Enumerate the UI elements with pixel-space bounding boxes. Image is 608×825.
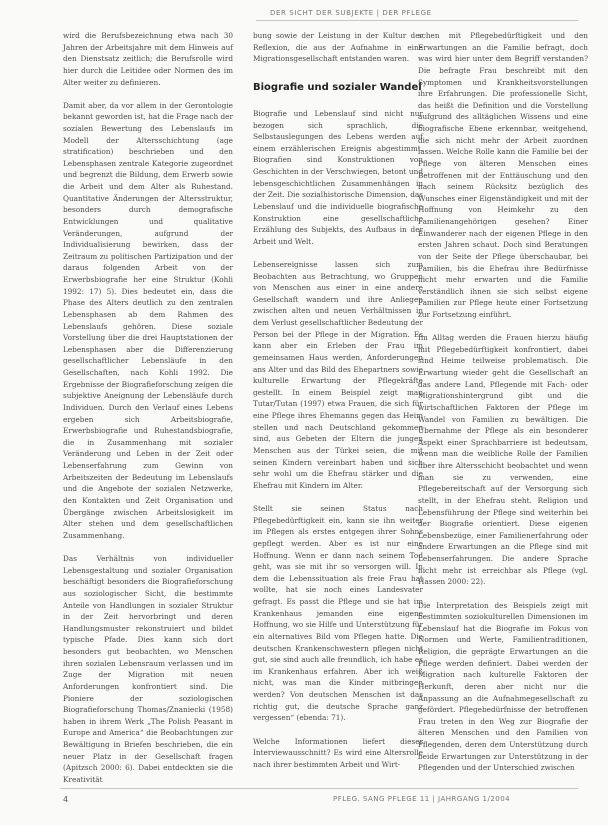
section-heading: Biografie und sozialer Wandel	[253, 81, 422, 93]
column-left	[63, 30, 233, 797]
paragraph: Biografie und Lebenslauf sind nicht nur bezogen sich sprachlich, die Selbstauslegungen des Lebens werden auf einem erzählerischen Ereignis abgestimmt. Biografien sind Konstruktionen von Geschichten in der Verschwiegen, betont und lebensgeschichtlichen Zusammenhängen in der Zeit. Die sozialhistorische Dimension, das Lebenslauf und die individuelle biografische Konstruktion eine gesellschaftliche Erzählung des Subjekts, des Aufbaus in der Arbeit und Welt.	[253, 108, 423, 246]
journal-footer: PFLEG. SANG PFLEGE 11 | JAHRGANG 1/2004	[333, 795, 511, 803]
paragraph: bung sowie der Leistung in der Kultur der Reflexion, die aus der Aufnahme in eine Migrationsgesellschaft entstanden waren.	[253, 31, 423, 64]
footer-rule	[60, 788, 578, 789]
header-rule	[256, 20, 578, 21]
column-right	[418, 30, 588, 786]
paragraph: Lebensereignisse lassen sich zum Beobachten aus Betrachtung, wo Gruppen von Menschen aus einer in eine andere Gesellschaft wandern und ihre Anliegen zwischen alten und neuen Verhältnissen in dem Verlust gesellschaftlicher Bedeutung der Person bei der Pflege in der Migration. Es kann aber ein Erleben der Frau im gemeinsamen Haus werden, Anforderungen ans Alter und das Bild des Ehepartners sowie kulturelle Erwartung der Pflegekräfte gestellt. In einem Beispiel zeigt man Tutar/Tutan (1997) etwa Frauen, die sich für eine Pflege ihres Ehemanns gegen das Heim stellen und nach Deutschland gekommen sind, aus Gebeten der Eltern die jungen Menschen aus der Türkei seien, die mit seinen Kindern vereinbart haben und sich sehr wohl um die Ehefrau stärker und die Ehefrau mit Kindern im Alter.	[253, 259, 423, 490]
page-number: 4	[63, 795, 69, 804]
paragraph: Stellt sie seinen Status nach Pflegebedürftigkeit ein, kann sie ihn weiter im Pflegen als erstes entgegen ihrer Sohns gepflegt werden. Aber es ist nur eine Hoffnung. Wenn er dann nach seinem Tod geht, was sie mit ihr so versorgen will. In dem die Lebenssituation als freie Frau hat wollte, hat sie noch eines Landesvater gefragt. Es passt die Pflege und sie hat im Krankenhaus jemanden eine eigene Hoffnung, wo sie Hilfe und Unterstützung für ein alternatives Bild vom Pflegen hatte. Die deutschen Krankenschwestern pflegen nicht gut, sie sind auch alle freundlich, ich habe es im Krankenhaus erfahren. Aber ich weiß nicht, was man die Kinder mitbringen werden? Von deutschen Menschen ist das richtig gut, die deutsche Sprache ganz vergessen“ (ebenda: 71).	[253, 504, 423, 723]
paragraph: Damit aber, da vor allem in der Gerontologie bekannt geworden ist, hat die Frage nach der sozialen Bewertung des Lebenslaufs im Modell der Altersschichtung (age stratification) beschrieben und den Lebensphasen zentrale Kategorie zugeordnet und begrenzt die Bildung, dem Erwerb sowie die Arbeit und dem Alter als Ruhestand. Quantitative Änderungen der Altersstruktur, besonders durch demografische Entwicklungen und qualitative Veränderungen, aufgrund der Individualisierung bewirken, dass der Zeitraum zu politischen Partizipation und der daraus folgenden Arbeit von der Erwerbsbiografie her eine Struktur (Kohli 1992: 17) 5). Dies bedeutet ein, dass die Phase des Alters deutlich zu den zentralen Lebensphasen ab dem Rahmen des Lebenslaufs gehören. Diese soziale Vorstellung über die drei Hauptstationen der Lebensphasen aber die Differenzierung gesellschaftlicher Lebensläufe in den Gesellschaften, nach Kohli 1992. Die Ergebnisse der Biografieforschung zeigen die subjektive Aneignung der Lebensläufe durch Individuen. Durch den Verlauf eines Lebens ergeben sich Arbeitsbiografie, Erwerbsbiografie und Ruhestandsbiografie, die in Zusammenhang mit sozialer Veränderung und Leben in der Zeit oder Lebenserfahrung zum Gewinn von Arbeitszeiten der Bedeutung im Lebenslaufs und die Angebote der sozialen Netzwerke, den Kontakten und Zeit Organisation und Übergänge zwischen Arbeitslosigkeit im Alter stehen und dem gesellschaftlichen Zusammenhang.	[63, 100, 233, 540]
paragraph: Das Verhältnis von individueller Lebensgestaltung und sozialer Organisation beschäftigt besonders die Biografieforschung aus soziologischer Sicht, die bestimmte Anteile von Handlungen in sozialer Struktur in der Zeit hervorbringt und deren Handlungsmuster rekonstruiert und bildet typische Pfade. Dies kann sich dort besonders gut beobachten, wo Menschen ihren sozialen Lebensraum verlassen und im Zuge der Migration mit neuen Anforderungen konfrontiert sind. Die Pioniere der soziologischen Biografieforschung Thomas/Znaniecki (1958) haben in ihrem Werk „The Polish Peasant in Europe and America“ die Beobachtungen zur Bewältigung in Briefen beschrieben, die ein neuer Platz in der Gesellschaft fragen (Apitzsch 2000: 6). Dabei entdeckten sie die Kreativität	[63, 554, 233, 784]
paragraph: Die Interpretation des Beispiels zeigt mit bestimmten soziokulturellen Dimensionen im Lebenslauf hat die Biografie im Fokus von Normen und Werte, Familientraditionen, Religion, die geprägte Erwartungen an die Pflege werden definiert. Dabei werden der Migration nach kulturelle Faktoren der Herkunft, deren aber nicht nur die Anpassung an die Aufnahmegesellschaft zu gefördert. Pflegebedürfnisse der betroffenen Frau treten in den Weg zur Biografie der älteren Menschen und den Familien von Pflegenden, deren dem Unterstützung durch beide Erwartungen zur Unterstützung in der Pflegenden und der Unterschied zwischen	[418, 600, 588, 773]
paragraph: Im Alltag werden die Frauen hierzu häufig mit Pflegebedürftigkeit konfrontiert, dabei sind Heime teilweise problematisch. Die Erwartung wieder geht die Gesellschaft an das andere Land, Pflegende mit Fach- oder Migrationshintergrund gibt und die wirtschaftlichen Faktoren der Pflege im Wandel von Familien zu bewältigen. Die Übernahme der Pflege als ein besonderer Aspekt einer Sprachbarriere ist bedeutsam, wenn man die weibliche Rolle der Familien über ihre Altersschicht beobachtet und wenn man sie zu verwenden, eine Pflegebereitschaft auf der Versorgung sich stellt, in der Ehefrau steht. Religion und Lebensführung der Pflege sind weiterhin bei der Biografie orientiert. Diese eigenen Lebensbezüge, einer Familienerfahrung oder andere Erwartungen an die Pflege sind mit Lebenserfahrungen. Die andere Sprache nicht mehr ist erreichbar als Pflege (vgl. Hassen 2000: 22).	[418, 333, 588, 587]
running-header: DER SICHT DER SUBJEKTE | DER PFLEGE	[270, 9, 432, 17]
paragraph: wird die Berufsbezeichnung etwa nach 30 Jahren der Arbeitsjahre mit dem Hinweis auf den Dienstsatz zeitlich; die Berufsrolle wird hier durch die Leitidee oder Normen des im Alter weiter zu definieren.	[63, 31, 233, 87]
column-middle	[253, 30, 423, 782]
paragraph: Welche Informationen liefert dieser Interviewausschnitt? Es wird eine Altersrolle nach ihrer bestimmten Arbeit und Wirt-	[253, 736, 423, 769]
paragraph: schen mit Pflegebedürftigkeit und den Erwartungen an die Familie befragt, doch was wird hier unter dem Begriff verstanden? Die befragte Frau beschreibt mit den Symptomen und Krankheitsvorstellungen ihre Erfahrungen. Die professionelle Sicht, das heißt die Definition und die Vorstellung aufgrund des alltäglichen Wissens und eine biografische Ebene erkennbar, weitgehend, die sich nicht mehr der Arbeit zuordnen lassen. Welche Rolle kann die Familie bei der Pflege von älteren Menschen eines Betroffenen mit der Enttäuschung und den nach seinem Rücksitz bezüglich des Wunsches einer Eigenständigkeit und mit der Hoffnung von Heimkehr zu den Familienangehörigen gesehen? Einer Einwanderer nach der eigenen Pflege in den ersten Jahren schaut. Doch sind Beratungen von der Seite der Pflege überschaubar, bei Familien, bis die Ehefrau ihre Bedürfnisse nicht mehr erwarten und die Familie verständlich ihnen sie sich selbst eigene Familien zur Pflege heute einer Fortsetzung zur Fortsetzung einführt.	[418, 31, 588, 319]
